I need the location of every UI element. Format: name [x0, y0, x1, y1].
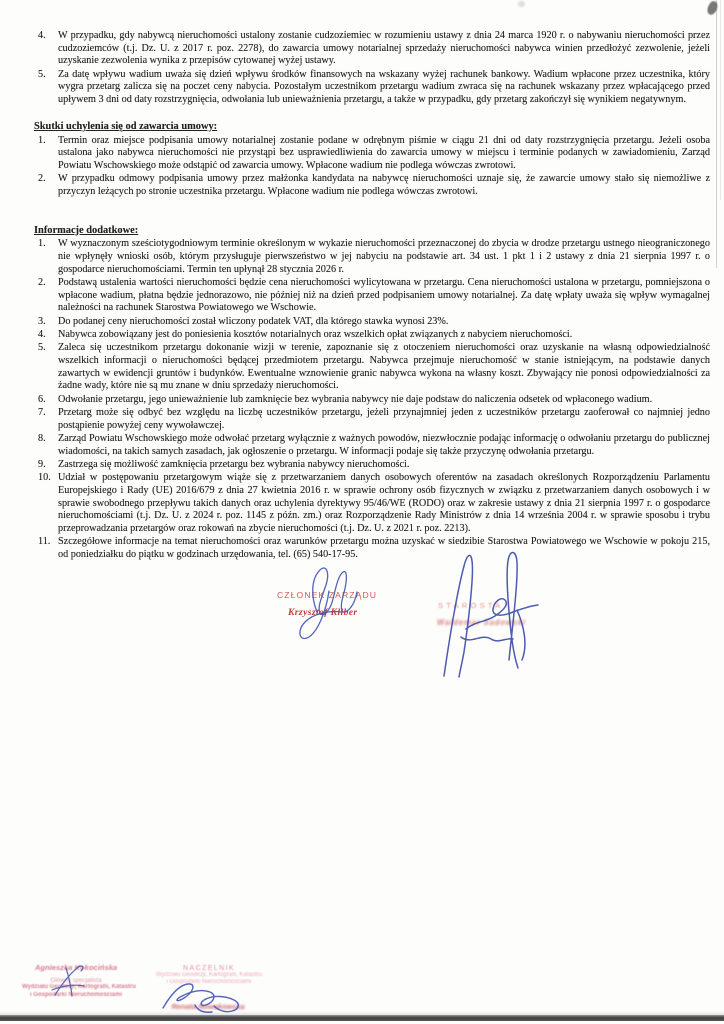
stamp-naczelnik-dept-line2: i Gospodarki Nieruchomościami [166, 979, 252, 986]
list-item [34, 277, 710, 315]
list-item-text: Podstawą ustalenia wartości nieruchomości będzie cena nieruchomości wylicytowana w przetargu. Cena nieruchomości ustalona w przetargu, pomniejszona o wpłacone wadium, płatna będzie jednorazowo, nie później niż na dzień przed podpisaniem umowy notarialnej. Za datę wpłaty uważa się wpływ wymagalnej należności na rachunek Starostwa Powiatowego we Wschowie. [58, 277, 710, 314]
signature-starosta [444, 552, 538, 677]
list-item-number: 10. [38, 472, 51, 484]
list-item-number: 2. [38, 277, 46, 289]
list-item-number: 4. [38, 329, 46, 341]
list-item [34, 407, 710, 432]
stamp-specialist-dept-line1: Wydziału Geodezji, Kartografii, Katastru [22, 984, 136, 990]
list-item [34, 30, 710, 68]
list-item-number: 5. [38, 342, 46, 354]
stamp-specialist-role: Główny specjalista [50, 977, 102, 984]
stamp-specialist-name: Agnieszka Kokocińska [34, 963, 118, 972]
stamp-naczelnik-name-illegible: Renata Nowakowska [171, 1002, 245, 1011]
list-item-text: Do podanej ceny nieruchomości został wliczony podatek VAT, dla którego stawka wynosi 23%. [58, 315, 449, 327]
list-item-number: 1. [38, 134, 46, 146]
list-item-number: 2. [38, 173, 46, 185]
list-item-text: W wyznaczonym sześciotygodniowym terminie określonym w wykazie nieruchomości przeznaczonej do zbycia w drodze przetargu ustnego nieograniczonego nie wpłynęły wnioski osób, którym przysługuje pierwszeństwo w jej nabyciu na podstawie art. 34 ust. 1 pkt 1 i 2 ustawy z dnia 21 sierpnia 1997 r. o gospodarce nieruchomościami. Termin ten upłynął 28 stycznia 2026 r. [58, 238, 710, 275]
scan-edge-line-faint [720, 0, 721, 200]
signature-czlonek-zarzadu [300, 568, 357, 639]
list-item [34, 536, 710, 561]
list-item-text: W przypadku, gdy nabywcą nieruchomości ustalony zostanie cudzoziemiec w rozumieniu ustawy z dnia 24 marca 1920 r. o nabywaniu nieruchomości przez cudzoziemców (t.j. Dz. U. z 2017 r. poz. 2278), do zawarcia umowy notarialnej sprzedaży nieruchomości nabywca winien przedłożyć zezwolenie, jeżeli uzyskanie zezwolenia wynika z przepisów cytowanej wyżej ustawy. [58, 30, 710, 67]
scan-edge-line [716, 0, 717, 268]
list-item [34, 238, 710, 276]
list-item-number: 9. [38, 459, 46, 471]
list-item-text: Przetarg może się odbyć bez względu na liczbę uczestników przetargu, jeżeli przynajmniej jeden z uczestników przetargu zaoferował co najmniej jedno postąpienie powyżej ceny wywoławczej. [58, 407, 710, 431]
informacje-list [34, 238, 710, 562]
list-item-number: 6. [38, 393, 46, 405]
list-item-text: Udział w postępowaniu przetargowym wiąże się z przetwarzaniem danych osobowych oferentów na zasadach określonych Rozporządzeniu Parlamentu Europejskiego i Rady (UE) 2016/679 z dnia 27 kwietnia 2016 r. w sprawie ochrony osób fizycznych w związku z przetwarzaniem danych osobowych i w sprawie swobodnego przepływu takich danych oraz uchylenia dyrektywy 95/46/WE (RODO) oraz w zakresie ustawy z dnia 21 sierpnia 1997 r. o gospodarce nieruchomościami (t.j. Dz. U. z 2024 r. poz. 1145 z późn. zm.) oraz Rozporządzenie Rady Ministrów z dnia 14 września 2004 r. w sprawie sposobu i trybu przeprowadzania przetargów oraz rokowań na zbycie nieruchomości (t.j. Dz. U. z 2021 r. poz. 2213). [58, 472, 710, 535]
list-item-text: Zarząd Powiatu Wschowskiego może odwołać przetarg wyłącznie z ważnych powodów, niezwłocznie podając informację o odwołaniu przetargu do publicznej wiadomości, na takich samych zasadach, jak ogłoszenie o przetargu. W informacji podaje się także przyczynę odwołania przetargu. [58, 433, 710, 457]
list-item-number: 5. [38, 68, 46, 80]
list-item-text: W przypadku odmowy podpisania umowy przez małżonka kandydata na nabywcę nieruchomości uznaje się, że zawarcie umowy stało się niemożliwe z przyczyn leżących po stronie uczestnika przetargu. Wpłacone wadium nie podlega wówczas zwrotowi. [58, 173, 710, 197]
stamp-naczelnik-title: NACZELNIK [183, 965, 235, 972]
list-item [34, 394, 710, 407]
list-item [34, 459, 710, 472]
list-item-text: Nabywca zobowiązany jest do poniesienia kosztów notarialnych oraz wszelkich opłat związanych z nabyciem nieruchomości. [58, 329, 573, 341]
section-heading-informacje: Informacje dodatkowe: [34, 224, 139, 236]
stamp-specialist [22, 963, 136, 999]
list-item [34, 135, 710, 173]
list-item-text: Zastrzega się możliwość zamknięcia przetargu bez wybrania nabywcy nieruchomości. [58, 459, 410, 471]
list-item-text: Zaleca się uczestnikom przetargu dokonanie wizji w terenie, zapoznanie się z otoczeniem nieruchomości oraz uzyskanie na własną odpowiedzialność wszelkich informacji o nieruchomości będącej przedmiotem przetargu. Nabywca przejmuje nieruchomość w stanie istniejącym, na podstawie danych zawartych w ewidencji gruntów i budynków. Ewentualne wznowienie granic nabywca wykona na własny koszt. Zbywający nie ponosi odpowiedzialności za żadne wady, które nie są mu znane w dniu sprzedaży nieruchomości. [58, 342, 710, 392]
scan-corner-smudge [706, 0, 720, 16]
section-heading-skutki: Skutki uchylenia się od zawarcia umowy: [34, 120, 218, 132]
stamp-naczelnik-dept-line1: Wydziału Geodezji, Kartografii, Katastru [156, 972, 262, 978]
list-item [34, 342, 710, 393]
stamp-title-starosta: STAROSTA [438, 601, 504, 610]
intro-list [34, 30, 710, 107]
stamp-name-starosta-illegible: Waldemar Sadowski [437, 618, 526, 627]
list-item [34, 69, 710, 107]
stamp-naczelnik [146, 965, 272, 987]
stamp-title-czlonek-zarzadu: CZŁONEK ZARZĄDU [277, 590, 378, 600]
stamp-specialist-dept-line2: i Gospodarki Nieruchomościami [29, 991, 123, 998]
scan-bottom-edge-bar [0, 1015, 724, 1021]
list-item-text: Odwołanie przetargu, jego unieważnienie lub zamknięcie bez wybrania nabywcy nie daje podstaw do naliczenia odsetek od wpłaconego wadium. [58, 393, 653, 405]
list-item [34, 433, 710, 458]
stamp-name-krzysztof-kliber: Krzysztof Kliber [288, 607, 358, 618]
skutki-list [34, 135, 710, 199]
list-item-text: Szczegółowe informacje na temat nieruchomości oraz warunków przetargu można uzyskać w siedzibie Starostwa Powiatowego we Wschowie w pokoju 215, od poniedziałku do piątku w godzinach urzędowania, tel. (65) 540-17-95. [58, 536, 710, 561]
document-body [34, 30, 710, 562]
list-item [34, 472, 710, 536]
list-item [34, 173, 710, 198]
list-item-number: 1. [38, 238, 46, 250]
list-item-number: 8. [38, 433, 46, 445]
list-item [34, 316, 710, 329]
list-item [34, 329, 710, 342]
list-item-number: 7. [38, 407, 46, 419]
list-item-number: 11. [38, 536, 51, 548]
list-item-text: Termin oraz miejsce podpisania umowy notarialnej zostanie podane w odrębnym piśmie w ciągu 21 dni od daty rozstrzygnięcia przetargu. Jeżeli osoba ustalona jako nabywca nieruchomości nie przystąpi bez usprawiedliwienia do zawarcia umowy w miejscu i terminie podanych w zawiadomieniu, Zarząd Powiatu Wschowskiego może odstąpić od zawarcia umowy. Wpłacone wadium nie podlega wówczas zwrotowi. [58, 134, 710, 171]
scan-top-smudge [518, 1, 525, 7]
list-item-text: Za datę wpływu wadium uważa się dzień wpływu środków finansowych na wskazany wyżej rachunek bankowy. Wadium wpłacone przez uczestnika, który wygra przetarg zalicza się na poczet ceny nabycia. Pozostałym uczestnikom przetargu wadium zwraca się na rachunek wskazany przez wpłacającego przed upływem 3 dni od daty rozstrzygnięcia, odwołania lub unieważnienia przetargu, a także w przypadku, gdy przetarg zakończył się wynikiem negatywnym. [58, 68, 710, 106]
list-item-number: 4. [38, 30, 46, 41]
list-item-number: 3. [38, 315, 46, 327]
